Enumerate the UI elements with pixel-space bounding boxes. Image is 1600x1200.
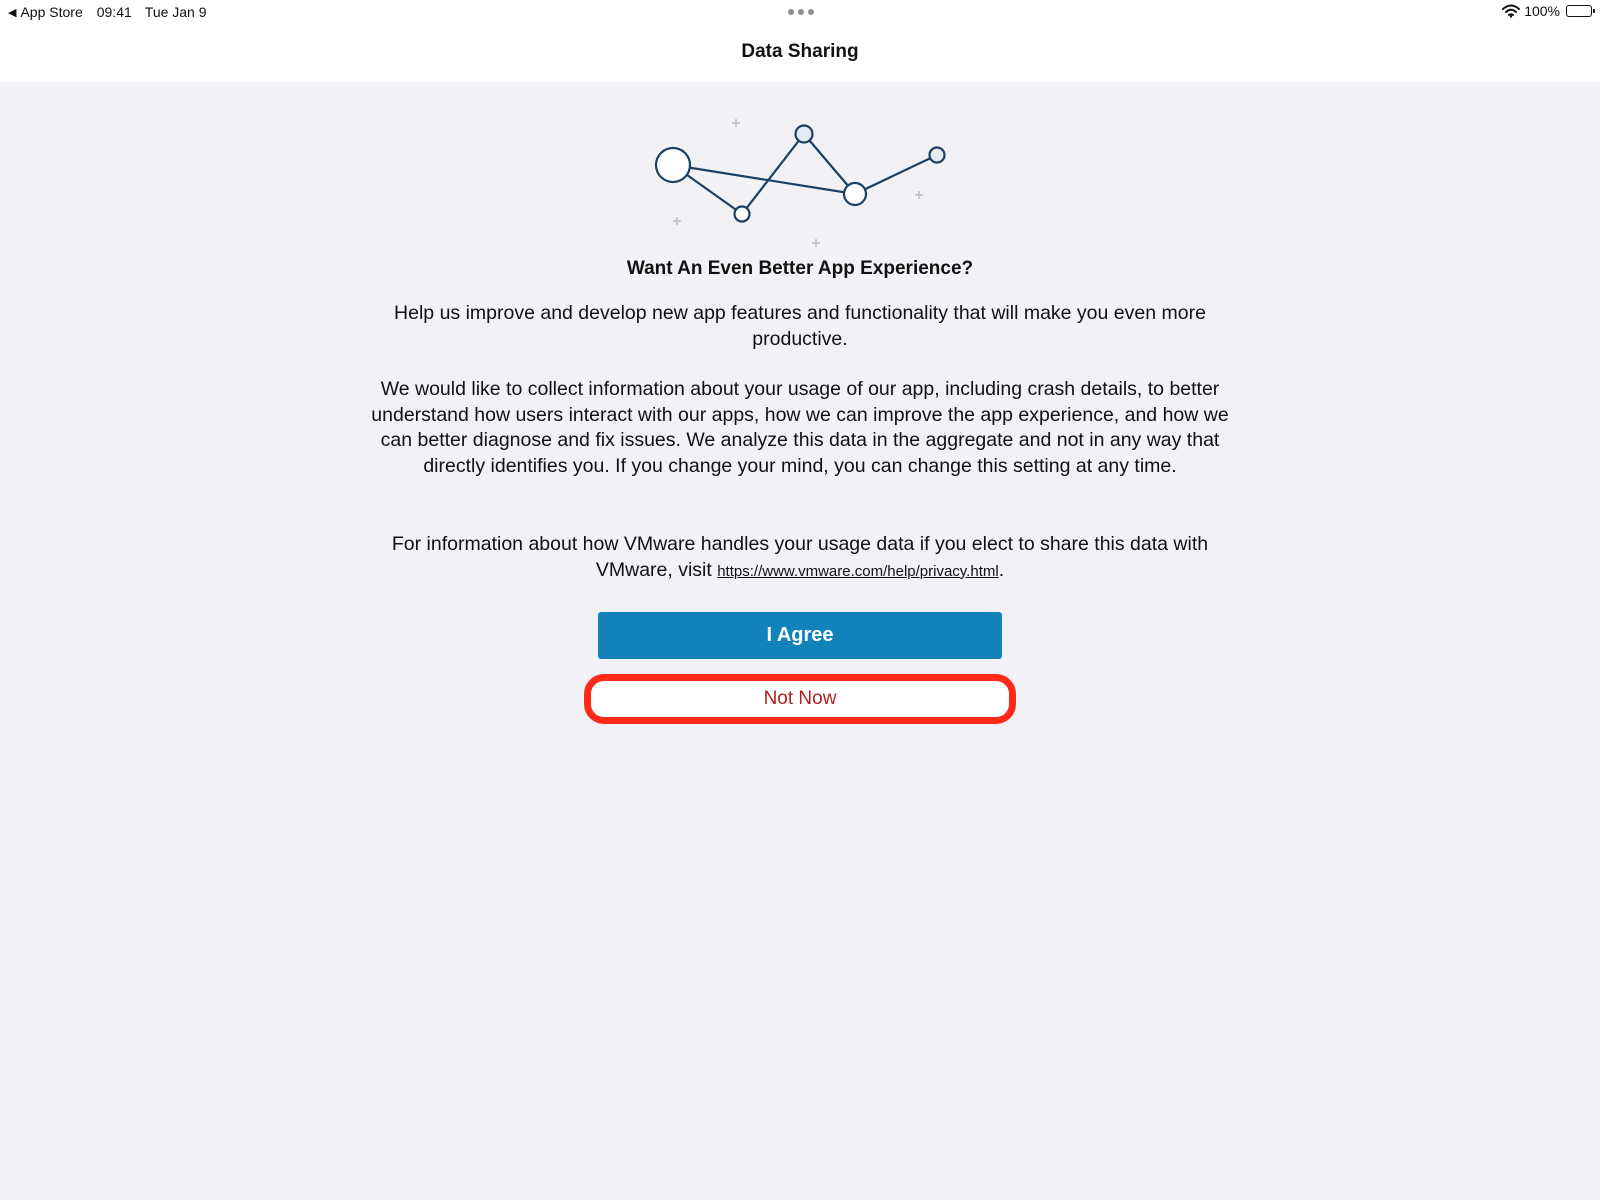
back-to-app-store[interactable]: App Store [20, 4, 83, 20]
privacy-paragraph [370, 532, 1230, 584]
status-time: 09:41 [96, 4, 132, 20]
battery-percent: 100% [1524, 3, 1560, 19]
back-arrow-icon[interactable]: ◀ [8, 6, 17, 19]
intro-paragraph: Help us improve and develop new app features and functionality that will make you even more productive. [394, 302, 1206, 350]
multitasking-dots-icon[interactable] [788, 5, 814, 19]
connected-nodes-illustration [640, 110, 960, 260]
status-bar-left [8, 4, 207, 20]
status-date: Tue Jan 9 [144, 4, 207, 20]
battery-icon [1566, 5, 1592, 17]
headline: Want An Even Better App Experience? [626, 258, 974, 279]
privacy-suffix: . [998, 558, 1005, 581]
not-now-button[interactable]: Not Now [584, 674, 1016, 724]
status-bar-right [1502, 3, 1592, 19]
wifi-icon [1502, 4, 1520, 18]
page-title: Data Sharing [741, 41, 859, 62]
top-bar [0, 0, 1600, 82]
privacy-link[interactable]: https://www.vmware.com/help/privacy.html [717, 562, 999, 580]
agree-button[interactable]: I Agree [598, 612, 1002, 659]
privacy-text: For information about how VMware handles your usage data if you elect to share this data with VMware, visit [391, 533, 1209, 581]
usage-paragraph: We would like to collect information about your usage of our app, including crash details, to better understand how users interact with our apps, how we can improve the app experience, and how we can better diagnose and fix issues. We analyze this data in the aggregate and not in any way that directly identifies you. If you change your mind, you can change this setting at any time. [371, 378, 1229, 477]
